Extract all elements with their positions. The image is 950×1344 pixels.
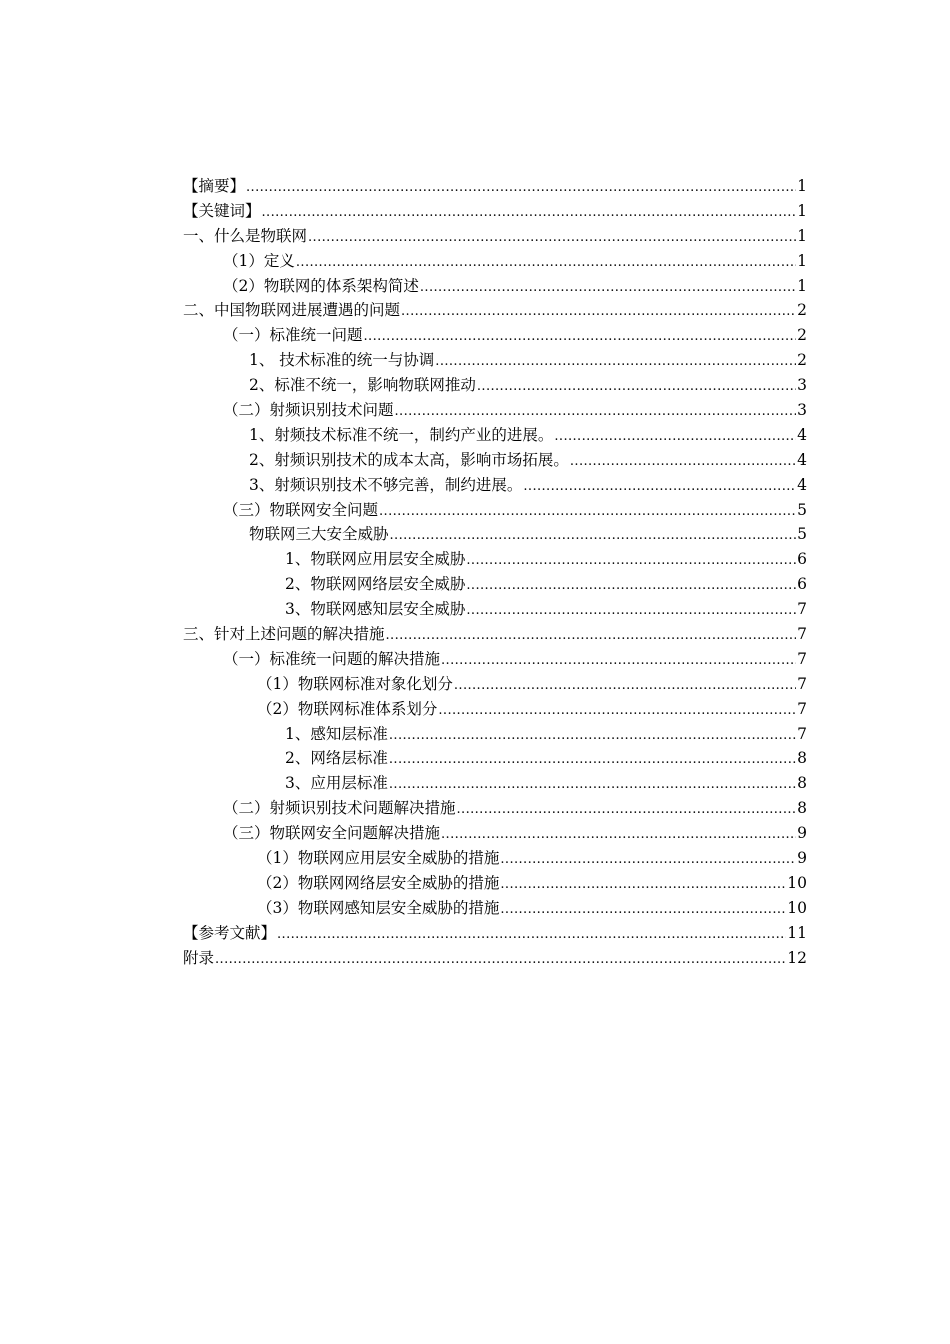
toc-entry-section-2[interactable]	[183, 298, 807, 323]
toc-page-number: 9	[797, 849, 807, 868]
toc-entry-title: （一）标准统一问题	[223, 326, 363, 345]
toc-entry-title: （2）物联网的体系架构简述	[223, 276, 419, 295]
toc-dot-leader	[500, 898, 786, 923]
toc-dot-leader	[500, 873, 786, 898]
toc-dot-leader	[570, 450, 796, 475]
toc-entry-section-2-1-1[interactable]	[183, 348, 807, 373]
toc-entry-section-1-2[interactable]	[183, 274, 807, 299]
toc-entry-title: （2）物联网网络层安全威胁的措施	[257, 873, 500, 892]
toc-entry-title: 三、针对上述问题的解决措施	[183, 625, 385, 644]
toc-entry-title: （3）物联网感知层安全威胁的措施	[257, 898, 500, 917]
toc-entry-section-3-3-3[interactable]	[183, 896, 807, 921]
toc-entry-title: （2）物联网标准体系划分	[257, 699, 438, 718]
toc-entry-keywords[interactable]	[183, 199, 807, 224]
toc-dot-leader	[389, 724, 796, 749]
toc-page-number: 1	[797, 226, 807, 245]
toc-entry-title: 2、物联网网络层安全威胁	[285, 575, 466, 594]
toc-dot-leader	[466, 599, 796, 624]
toc-page-number: 5	[797, 500, 807, 519]
toc-entry-title: （二）射频识别技术问题	[223, 401, 394, 420]
toc-entry-section-2-3-2[interactable]	[183, 572, 807, 597]
toc-page-number: 2	[797, 326, 807, 345]
toc-dot-leader	[523, 475, 796, 500]
toc-entry-title: 3、物联网感知层安全威胁	[285, 600, 466, 619]
toc-page-number: 7	[797, 724, 807, 743]
toc-entry-title: 3、应用层标准	[285, 774, 388, 793]
toc-page-number: 7	[797, 649, 807, 668]
toc-entry-section-3-3-1[interactable]	[183, 846, 807, 871]
toc-page-number: 1	[797, 251, 807, 270]
toc-dot-leader	[466, 549, 796, 574]
toc-dot-leader	[296, 251, 796, 276]
toc-dot-leader	[441, 823, 796, 848]
toc-page-number: 1	[797, 201, 807, 220]
toc-dot-leader	[386, 624, 797, 649]
toc-page-number: 5	[797, 525, 807, 544]
toc-entry-section-2-2[interactable]	[183, 398, 807, 423]
toc-entry-section-3-3[interactable]	[183, 821, 807, 846]
toc-page-number: 8	[797, 774, 807, 793]
toc-entry-section-2-2-2[interactable]	[183, 448, 807, 473]
toc-entry-title: 二、中国物联网进展遭遇的问题	[183, 301, 401, 320]
toc-dot-leader	[364, 325, 797, 350]
toc-dot-leader	[500, 848, 796, 873]
toc-page-number: 7	[797, 600, 807, 619]
toc-entry-title: 物联网三大安全威胁	[249, 525, 389, 544]
toc-page-number: 10	[787, 873, 807, 892]
toc-page-number: 10	[787, 898, 807, 917]
toc-entry-section-3-3-2[interactable]	[183, 871, 807, 896]
toc-dot-leader	[262, 201, 797, 226]
toc-entry-section-2-1-2[interactable]	[183, 373, 807, 398]
toc-page-number: 7	[797, 625, 807, 644]
toc-page-number: 6	[797, 575, 807, 594]
toc-entry-title: 1、物联网应用层安全威胁	[285, 550, 466, 569]
toc-page-number: 1	[797, 276, 807, 295]
toc-dot-leader	[389, 748, 796, 773]
table-of-contents	[183, 174, 807, 971]
toc-entry-title: （一）标准统一问题的解决措施	[223, 649, 441, 668]
toc-dot-leader	[457, 798, 797, 823]
toc-page-number: 3	[797, 401, 807, 420]
toc-entry-references[interactable]	[183, 921, 807, 946]
toc-entry-title: （三）物联网安全问题解决措施	[223, 824, 441, 843]
toc-page-number: 7	[797, 674, 807, 693]
toc-entry-section-2-2-3[interactable]	[183, 473, 807, 498]
toc-page-number: 12	[787, 948, 807, 967]
toc-entry-section-1-1[interactable]	[183, 249, 807, 274]
toc-entry-title: 2、标准不统一，影响物联网推动	[249, 376, 476, 395]
toc-dot-leader	[420, 276, 796, 301]
toc-entry-title: （三）物联网安全问题	[223, 500, 379, 519]
toc-entry-title: （1）物联网应用层安全威胁的措施	[257, 849, 500, 868]
toc-dot-leader	[401, 300, 796, 325]
toc-entry-title: （1）定义	[223, 251, 295, 270]
toc-entry-section-2-1[interactable]	[183, 323, 807, 348]
toc-entry-section-1[interactable]	[183, 224, 807, 249]
toc-dot-leader	[389, 773, 796, 798]
toc-entry-title: 【参考文献】	[183, 923, 277, 942]
toc-entry-section-2-3[interactable]	[183, 498, 807, 523]
toc-entry-title: 2、网络层标准	[285, 749, 388, 768]
toc-entry-section-3-1-2-2[interactable]	[183, 746, 807, 771]
toc-page-number: 4	[797, 425, 807, 444]
toc-entry-appendix[interactable]	[183, 946, 807, 971]
toc-dot-leader	[435, 350, 796, 375]
toc-dot-leader	[308, 226, 796, 251]
toc-page-number: 8	[797, 799, 807, 818]
toc-dot-leader	[379, 500, 796, 525]
toc-dot-leader	[277, 923, 786, 948]
toc-entry-section-2-3-threats[interactable]	[183, 522, 807, 547]
toc-dot-leader	[441, 649, 796, 674]
toc-entry-title: 1、射频技术标准不统一，制约产业的进展。	[249, 425, 554, 444]
toc-dot-leader	[438, 699, 796, 724]
toc-entry-section-3-1-2-1[interactable]	[183, 722, 807, 747]
toc-dot-leader	[454, 674, 796, 699]
toc-page-number: 8	[797, 749, 807, 768]
toc-entry-section-2-2-1[interactable]	[183, 423, 807, 448]
toc-entry-title: 一、什么是物联网	[183, 226, 308, 245]
toc-entry-title: 【摘要】	[183, 177, 246, 195]
toc-entry-section-3-1[interactable]	[183, 647, 807, 672]
toc-entry-section-3-1-2-3[interactable]	[183, 771, 807, 796]
toc-dot-leader	[466, 574, 796, 599]
toc-page-number: 9	[797, 824, 807, 843]
toc-entry-title: 3、射频识别技术不够完善，制约进展。	[249, 475, 523, 494]
toc-dot-leader	[215, 948, 786, 973]
toc-entry-section-2-3-3[interactable]	[183, 597, 807, 622]
toc-entry-section-3-1-1[interactable]	[183, 672, 807, 697]
toc-dot-leader	[554, 425, 796, 450]
toc-page-number: 6	[797, 550, 807, 569]
toc-entry-section-3-1-2[interactable]	[183, 697, 807, 722]
toc-dot-leader	[246, 176, 796, 201]
toc-entry-abstract[interactable]	[183, 174, 807, 199]
toc-page-number: 4	[797, 475, 807, 494]
toc-entry-section-3[interactable]	[183, 622, 807, 647]
toc-entry-title: 【关键词】	[183, 201, 261, 220]
toc-entry-title: 附录	[183, 948, 215, 967]
toc-page-number: 1	[797, 177, 807, 195]
toc-page-number: 4	[797, 450, 807, 469]
toc-entry-title: 1、感知层标准	[285, 724, 388, 743]
toc-entry-section-3-2[interactable]	[183, 796, 807, 821]
toc-page-number: 2	[797, 351, 807, 370]
toc-page-number: 11	[787, 923, 807, 942]
toc-page-number: 2	[797, 301, 807, 320]
toc-dot-leader	[395, 400, 797, 425]
toc-page-number: 7	[797, 699, 807, 718]
toc-entry-section-2-3-1[interactable]	[183, 547, 807, 572]
toc-entry-title: （1）物联网标准对象化划分	[257, 674, 453, 693]
toc-entry-title: 1、 技术标准的统一与协调	[249, 351, 435, 370]
toc-page-number: 3	[797, 376, 807, 395]
toc-entry-title: 2、射频识别技术的成本太高，影响市场拓展。	[249, 450, 569, 469]
toc-dot-leader	[477, 375, 796, 400]
toc-dot-leader	[390, 524, 797, 549]
toc-entry-title: （二）射频识别技术问题解决措施	[223, 799, 456, 818]
